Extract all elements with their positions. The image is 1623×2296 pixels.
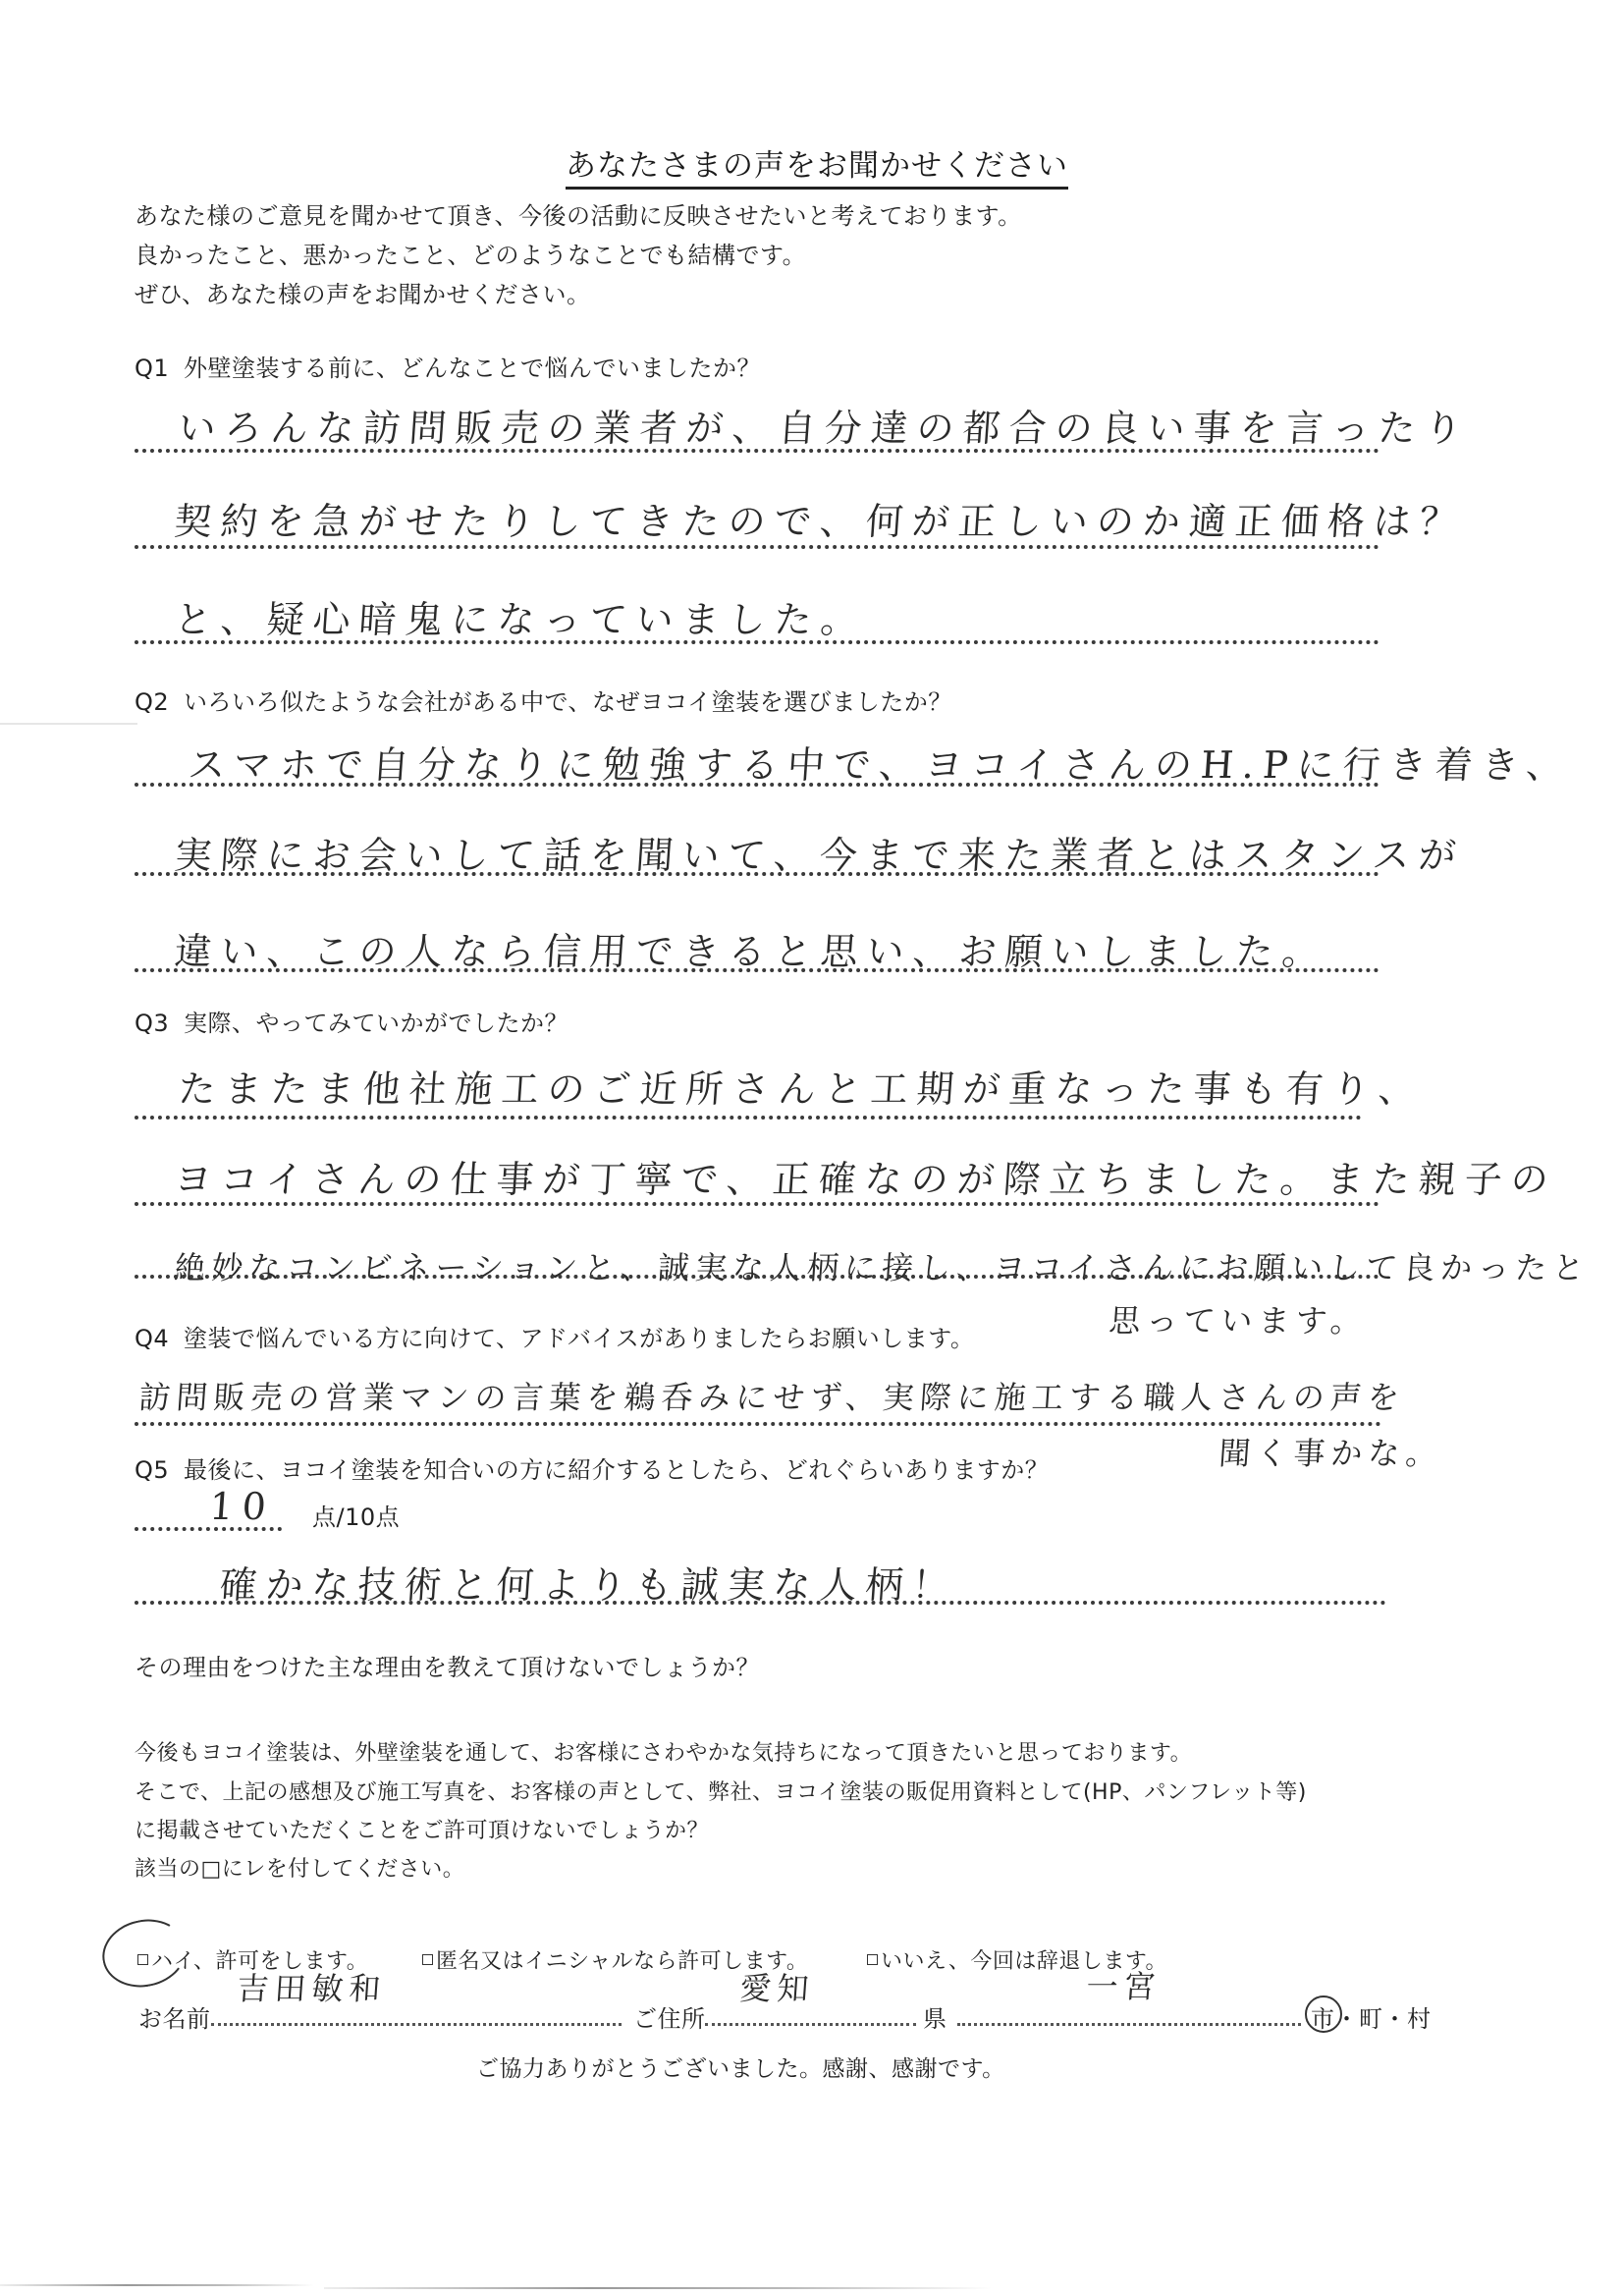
question-q2 — [135, 683, 952, 717]
answer-q3-line-1: たまたま他社施工のご近所さんと工期が重なった事も有り、 — [177, 1067, 1427, 1111]
answer-q3-overflow: 思っています。 — [1108, 1302, 1370, 1339]
municipality-options: 市・町・村 — [1311, 1999, 1432, 2034]
intro-line-1: あなた様のご意見を聞かせて頂き、今後の活動に反映させたいと考えております。 — [135, 202, 1022, 230]
answer-line-divider — [135, 1601, 1386, 1605]
answer-line-divider — [135, 1275, 1380, 1279]
question-number: Q2 — [135, 688, 170, 716]
name-value: 吉田敏和 — [236, 1970, 388, 2007]
score-suffix: 点/10点 — [312, 1503, 401, 1531]
municipality-option-shi[interactable]: 市 — [1311, 1999, 1335, 2034]
address-label: ご住所 — [633, 2005, 706, 2033]
answer-line-divider — [135, 545, 1380, 549]
page-title: あなたさまの声をお聞かせください — [566, 140, 1068, 190]
answer-q1-line-3: と、疑心暗鬼になっていました。 — [173, 598, 869, 641]
question-text: 実際、やってみていかがでしたか？ — [184, 1010, 568, 1037]
answer-q1-line-2: 契約を急がせたりしてきたので、何が正しいのか適正価格は？ — [173, 500, 1468, 543]
permission-line-2: そこで、上記の感想及び施工写真を、お客様の声として、弊社、ヨコイ塗装の販促用資料として(HP、パンフレット等) — [135, 1780, 1307, 1805]
answer-q2-line-3: 違い、この人なら信用できると思い、お願いしました。 — [173, 930, 1330, 973]
question-q5 — [135, 1450, 1049, 1485]
answer-line-divider — [135, 968, 1380, 972]
name-field-line[interactable] — [211, 2023, 622, 2026]
question-q3 — [135, 1004, 568, 1038]
permission-line-4: 該当の□にレを付してください。 — [135, 1857, 465, 1882]
intro-line-2: 良かったこと、悪かったこと、どのようなことでも結構です。 — [135, 242, 807, 269]
prefecture-suffix: 県 — [923, 2005, 947, 2033]
permission-line-1: 今後もヨコイ塗装は、外壁塗装を通して、お客様にさわやかな気持ちになって頂きたいと思っております。 — [135, 1741, 1193, 1766]
prefecture-value: 愛知 — [738, 1970, 816, 2007]
question-number: Q4 — [135, 1325, 170, 1352]
question-number: Q3 — [135, 1010, 170, 1037]
answer-q5-line-1: 確かな技術と何よりも誠実な人柄！ — [218, 1563, 960, 1607]
answer-q4-overflow: 聞く事かな。 — [1217, 1435, 1444, 1472]
question-text: 外壁塗装する前に、どんなことで悩んでいましたか？ — [184, 355, 761, 382]
answer-line-divider — [135, 872, 1380, 876]
option-label: いいえ、今回は辞退します。 — [881, 1949, 1168, 1974]
city-value: 一宮 — [1085, 1968, 1163, 2005]
answer-q2-line-1: スマホで自分なりに勉強する中で、ヨコイさんのH.Pに行き着き、 — [187, 743, 1574, 787]
reason-prompt: その理由をつけた主な理由を教えて頂けないでしょうか？ — [135, 1654, 760, 1681]
answer-line-divider — [135, 1422, 1381, 1426]
answer-q3-line-3: 絶妙なコンビネーションと、誠実な人柄に接し、ヨコイさんにお願いして良かったと — [173, 1249, 1592, 1286]
answer-line-divider — [135, 640, 1380, 644]
scan-edge-artifact — [324, 2287, 992, 2289]
answer-q4-line-1: 訪問販売の営業マンの言葉を鵜呑みにせず、実際に施工する職人さんの声を — [137, 1379, 1407, 1416]
question-number: Q5 — [135, 1456, 170, 1484]
question-text: いろいろ似たような会社がある中で、なぜヨコイ塗装を選びましたか？ — [184, 688, 952, 716]
answer-q1-line-1: いろんな訪問販売の業者が、自分達の都合の良い事を言ったり — [177, 407, 1473, 450]
municipality-option-son[interactable]: 村 — [1407, 2005, 1432, 2033]
intro-line-3: ぜひ、あなた様の声をお聞かせください。 — [135, 281, 591, 308]
question-q4 — [135, 1319, 974, 1353]
checkbox-icon[interactable] — [867, 1954, 878, 1965]
permission-line-3: に掲載させていただくことをご許可頂けないでしょうか？ — [135, 1819, 710, 1843]
option-label: 匿名又はイニシャルなら許可します。 — [436, 1949, 809, 1974]
question-number: Q1 — [135, 355, 170, 382]
city-field-line[interactable] — [957, 2023, 1301, 2026]
scan-artifact — [0, 723, 137, 725]
answer-line-divider — [135, 783, 1380, 787]
scan-edge-artifact — [0, 2284, 314, 2286]
answer-q3-line-2: ヨコイさんの仕事が丁寧で、正確なのが際立ちました。また親子の — [173, 1158, 1559, 1201]
score-value: 10 — [208, 1485, 277, 1528]
checkbox-icon[interactable] — [422, 1954, 433, 1965]
question-text: 塗装で悩んでいる方に向けて、アドバイスがありましたらお願いします。 — [184, 1325, 975, 1352]
score-field-line — [135, 1527, 282, 1531]
name-label: お名前 — [138, 2005, 211, 2033]
selected-circle-mark — [1305, 1995, 1342, 2033]
answer-line-divider — [135, 1202, 1380, 1206]
option-label: ハイ、許可をします。 — [151, 1949, 369, 1974]
municipality-option-cho[interactable]: 町 — [1359, 2005, 1383, 2033]
answer-line-divider — [135, 449, 1380, 453]
answer-line-divider — [135, 1116, 1362, 1120]
question-text: 最後に、ヨコイ塗装を知合いの方に紹介するとしたら、どれぐらいありますか？ — [184, 1456, 1050, 1484]
prefecture-field-line[interactable] — [705, 2023, 916, 2026]
answer-q2-line-2: 実際にお会いして話を聞いて、今まで来た業者とはスタンスが — [173, 834, 1467, 877]
question-q1 — [135, 349, 761, 383]
closing-message: ご協力ありがとうございました。感謝、感謝です。 — [476, 2056, 1005, 2082]
checkbox-icon[interactable] — [137, 1954, 148, 1965]
